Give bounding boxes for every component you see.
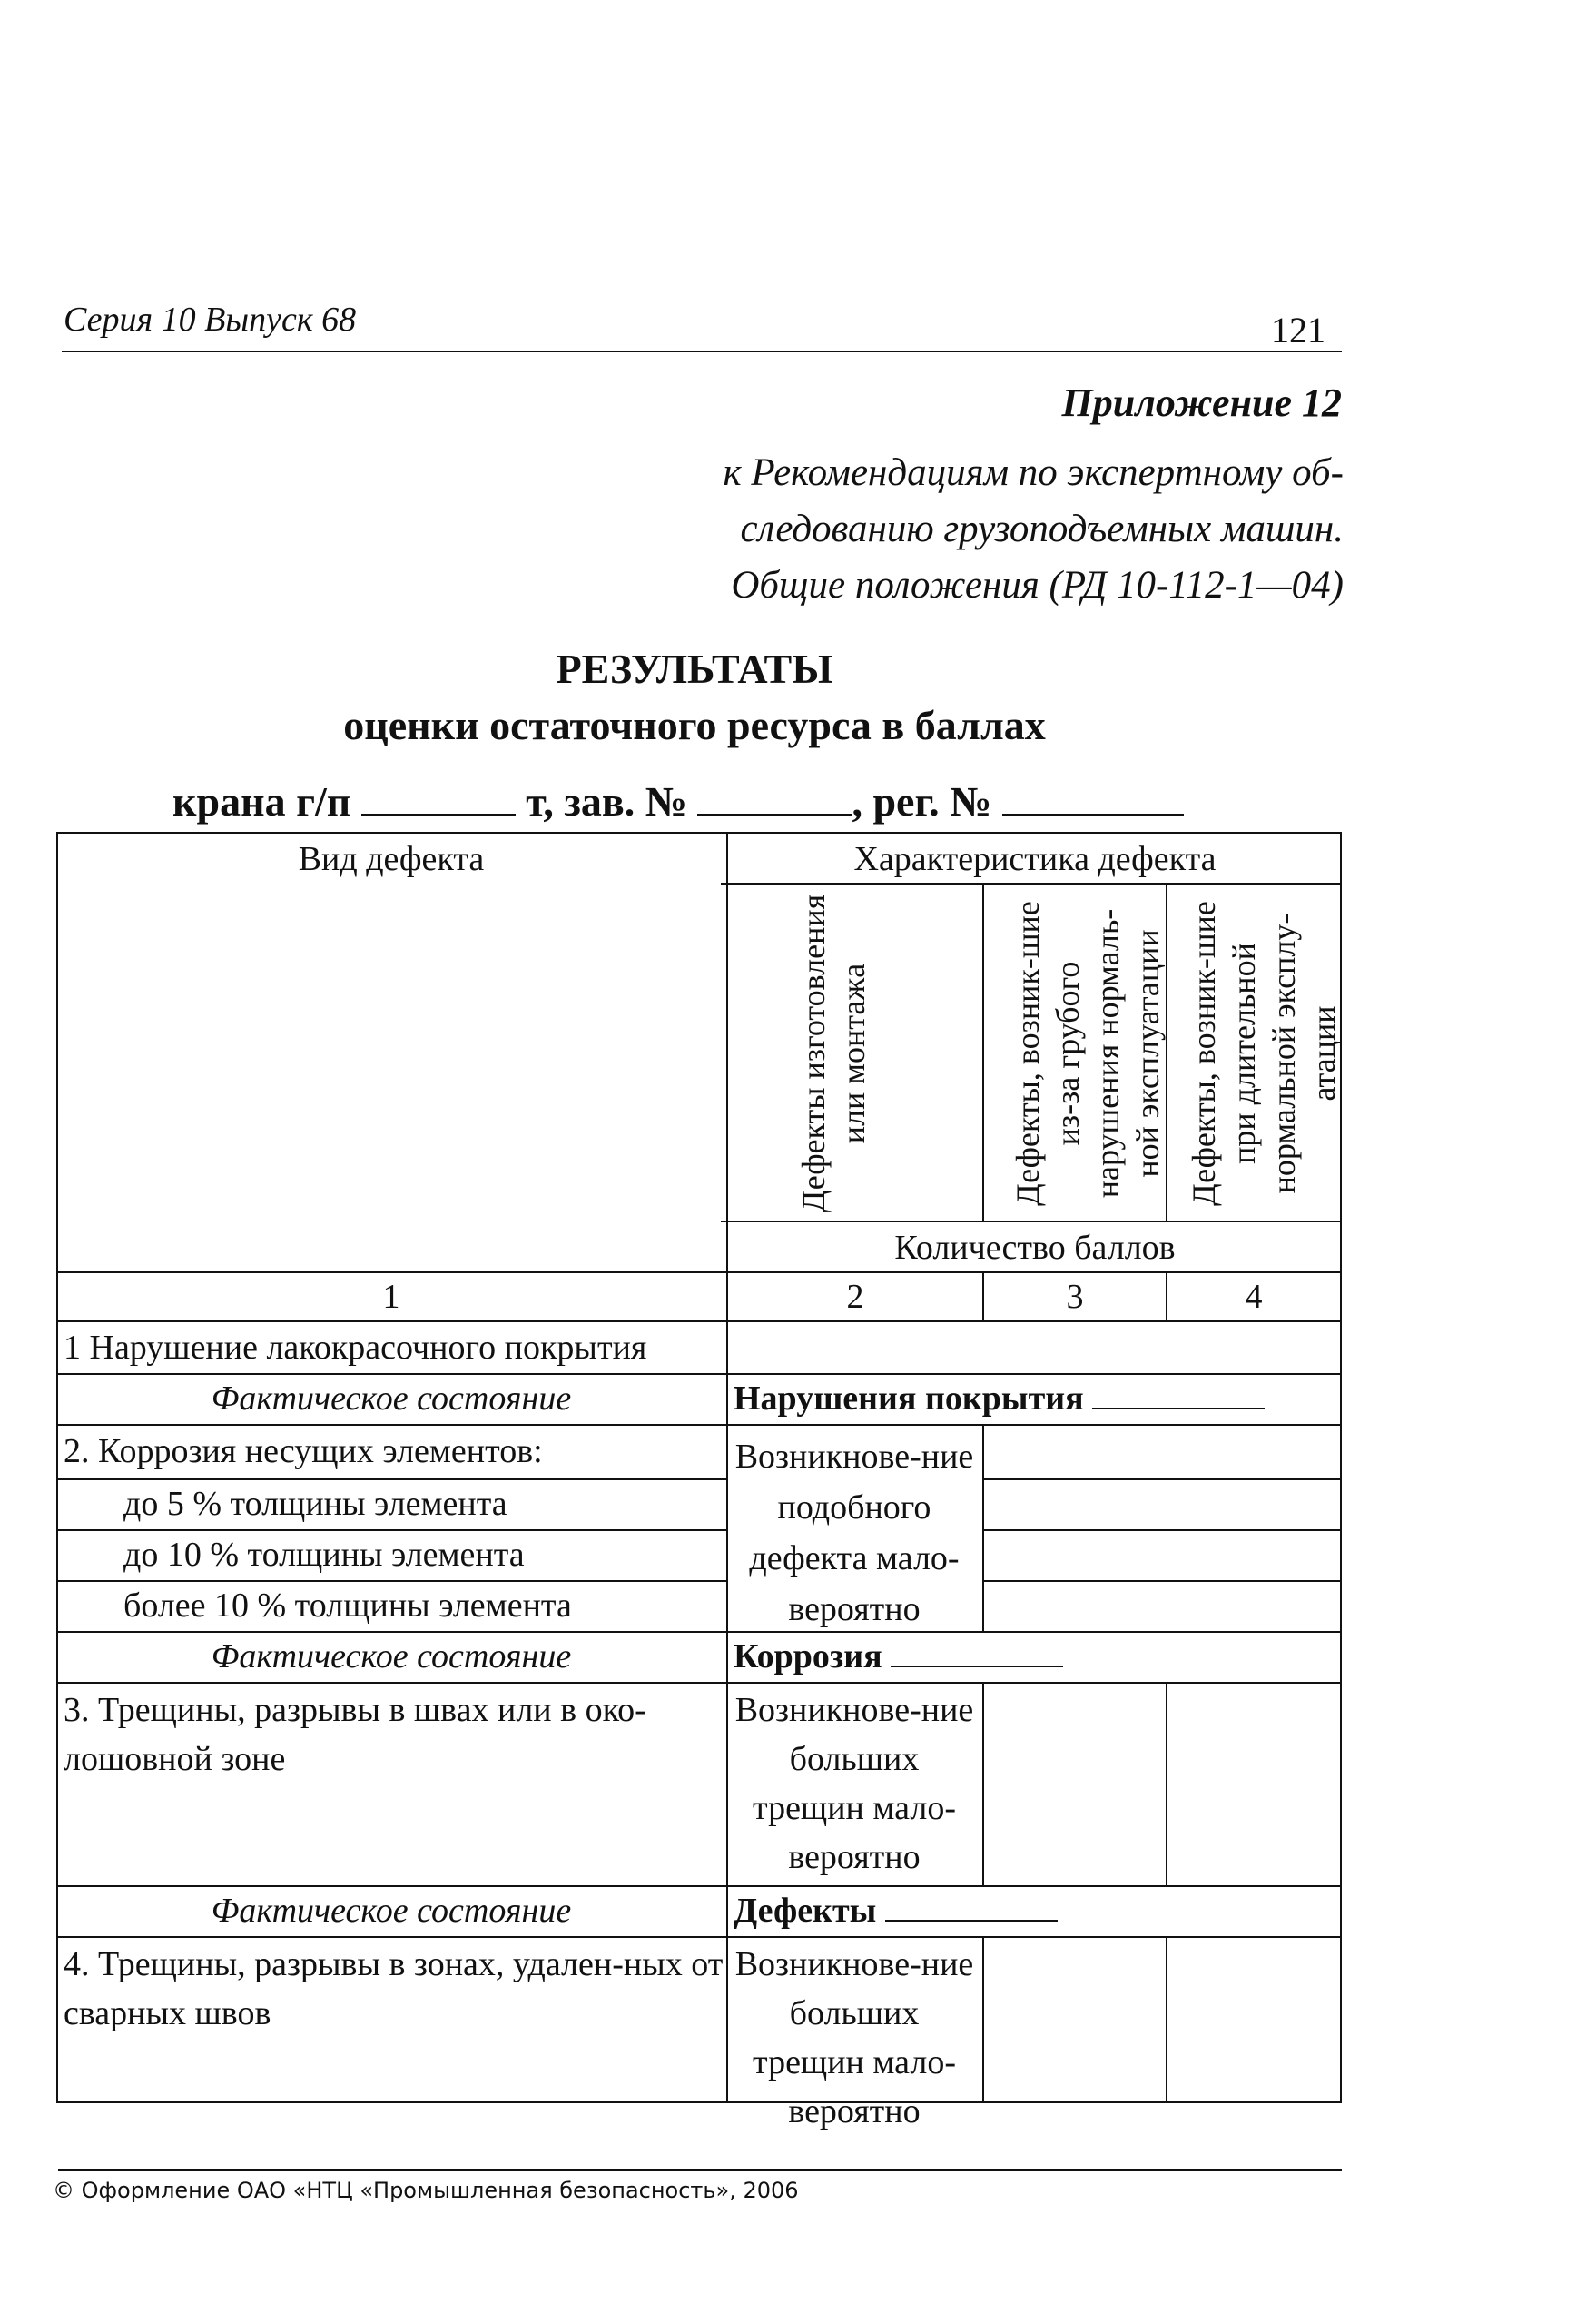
row-2-text: 2. Коррозия несущих элементов: (64, 1432, 543, 1470)
capacity-blank (361, 781, 516, 816)
document-subtitle: оценки остаточного ресурса в баллах (343, 702, 1046, 748)
table-border-top (56, 832, 1342, 834)
row-1-text: 1 Нарушение лакокрасочного покрытия (64, 1329, 647, 1367)
state-corrosion (734, 1635, 1340, 1678)
table-line (56, 1631, 1342, 1633)
results-table (56, 832, 1342, 2130)
state-corrosion-blank (891, 1635, 1063, 1667)
table-line (984, 1580, 1342, 1582)
state-coating-label: Нарушения покрытия (734, 1379, 1084, 1418)
col-header-characteristic: Характеристика дефекта (853, 840, 1217, 878)
table-line (56, 1682, 1342, 1684)
table-line (982, 1682, 984, 1885)
table-line (1166, 1682, 1167, 1885)
document-title: РЕЗУЛЬТАТЫ (556, 646, 833, 692)
subcol-manufacturing: Дефекты изготовления или монтажа (795, 894, 872, 1213)
table-line (56, 1580, 728, 1582)
series-label: Серия 10 Выпуск 68 (64, 301, 357, 339)
table-line (56, 1885, 1342, 1887)
footer-copyright: © Оформление ОАО «НТЦ «Промышленная безопасность», 2006 (53, 2178, 799, 2203)
table-line (56, 1936, 1342, 1938)
table-line (56, 1529, 728, 1531)
table-line (726, 832, 728, 2103)
subcol-long-term: Дефекты, возник-шие при длительной нормальной эксплу-атации (1186, 901, 1342, 1206)
appendix-subtitle (654, 445, 1344, 614)
row-2-sub-2: до 10 % толщины элемента (123, 1536, 525, 1574)
crane-label: крана г/п (172, 778, 351, 825)
row-3-note: Возникнове-ние больших трещин мало-вероятно (734, 1691, 974, 1876)
actual-state-label: Фактическое состояние (211, 1637, 572, 1676)
table-line (721, 1221, 1342, 1222)
row-2-sub-1: до 5 % толщины элемента (123, 1485, 507, 1523)
row-4-note: Возникнове-ние больших трещин мало-вероятно (734, 1945, 974, 2130)
table-line (1166, 1936, 1167, 2103)
col-number-2: 2 (846, 1278, 864, 1316)
points-label: Количество баллов (894, 1229, 1176, 1267)
footer-rule (58, 2169, 1342, 2171)
state-defects (734, 1889, 1340, 1933)
row-2-sub-3: более 10 % толщины элемента (123, 1587, 572, 1625)
row-2-note: Возникнове-ние подобного дефекта мало-вероятно (734, 1438, 974, 1628)
factory-number-label: т, зав. № (526, 778, 687, 825)
table-line (982, 883, 984, 1221)
row-3-text: 3. Трещины, разрывы в швах или в око-лошовной зоне (64, 1691, 646, 1778)
col-number-3: 3 (1066, 1278, 1084, 1316)
table-line (984, 1478, 1342, 1480)
page-number: 121 (1271, 310, 1325, 351)
appendix-subtitle-line: Общие положения (РД 10-112-1—04) (731, 564, 1344, 607)
actual-state-label: Фактическое состояние (211, 1892, 572, 1930)
row-4-text: 4. Трещины, разрывы в зонах, удален-ных от сварных швов (64, 1945, 724, 2032)
subcol-gross-violation: Дефекты, возник-шие из-за грубого нарушения нормаль-ной эксплуатации (1010, 901, 1166, 1206)
appendix-subtitle-line: следованию грузоподъемных машин. (740, 508, 1344, 550)
col-number-1: 1 (382, 1278, 400, 1316)
table-line (982, 1936, 984, 2103)
table-line (56, 1373, 1342, 1375)
header-rule (62, 351, 1342, 352)
actual-state-label: Фактическое состояние (211, 1379, 572, 1418)
table-border-bottom (56, 2101, 1342, 2103)
state-defects-blank (885, 1889, 1058, 1922)
state-corrosion-label: Коррозия (734, 1637, 882, 1676)
state-defects-label: Дефекты (734, 1892, 877, 1930)
reg-number-blank (1002, 781, 1184, 816)
appendix-subtitle-line: к Рекомендациям по экспертному об- (723, 451, 1344, 494)
state-coating (734, 1377, 1340, 1420)
state-coating-blank (1092, 1377, 1265, 1409)
table-line (56, 1478, 728, 1480)
appendix-title: Приложение 12 (1061, 381, 1342, 425)
table-line (56, 1271, 1342, 1273)
table-line (56, 1424, 1342, 1426)
reg-number-label: , рег. № (852, 778, 992, 825)
table-line (721, 883, 1342, 885)
table-line (56, 1320, 1342, 1322)
table-line (984, 1529, 1342, 1531)
col-number-4: 4 (1245, 1278, 1263, 1316)
col-header-defect: Вид дефекта (298, 840, 485, 878)
factory-number-blank (697, 781, 852, 816)
table-line (982, 1424, 984, 1631)
crane-line (172, 777, 1184, 825)
